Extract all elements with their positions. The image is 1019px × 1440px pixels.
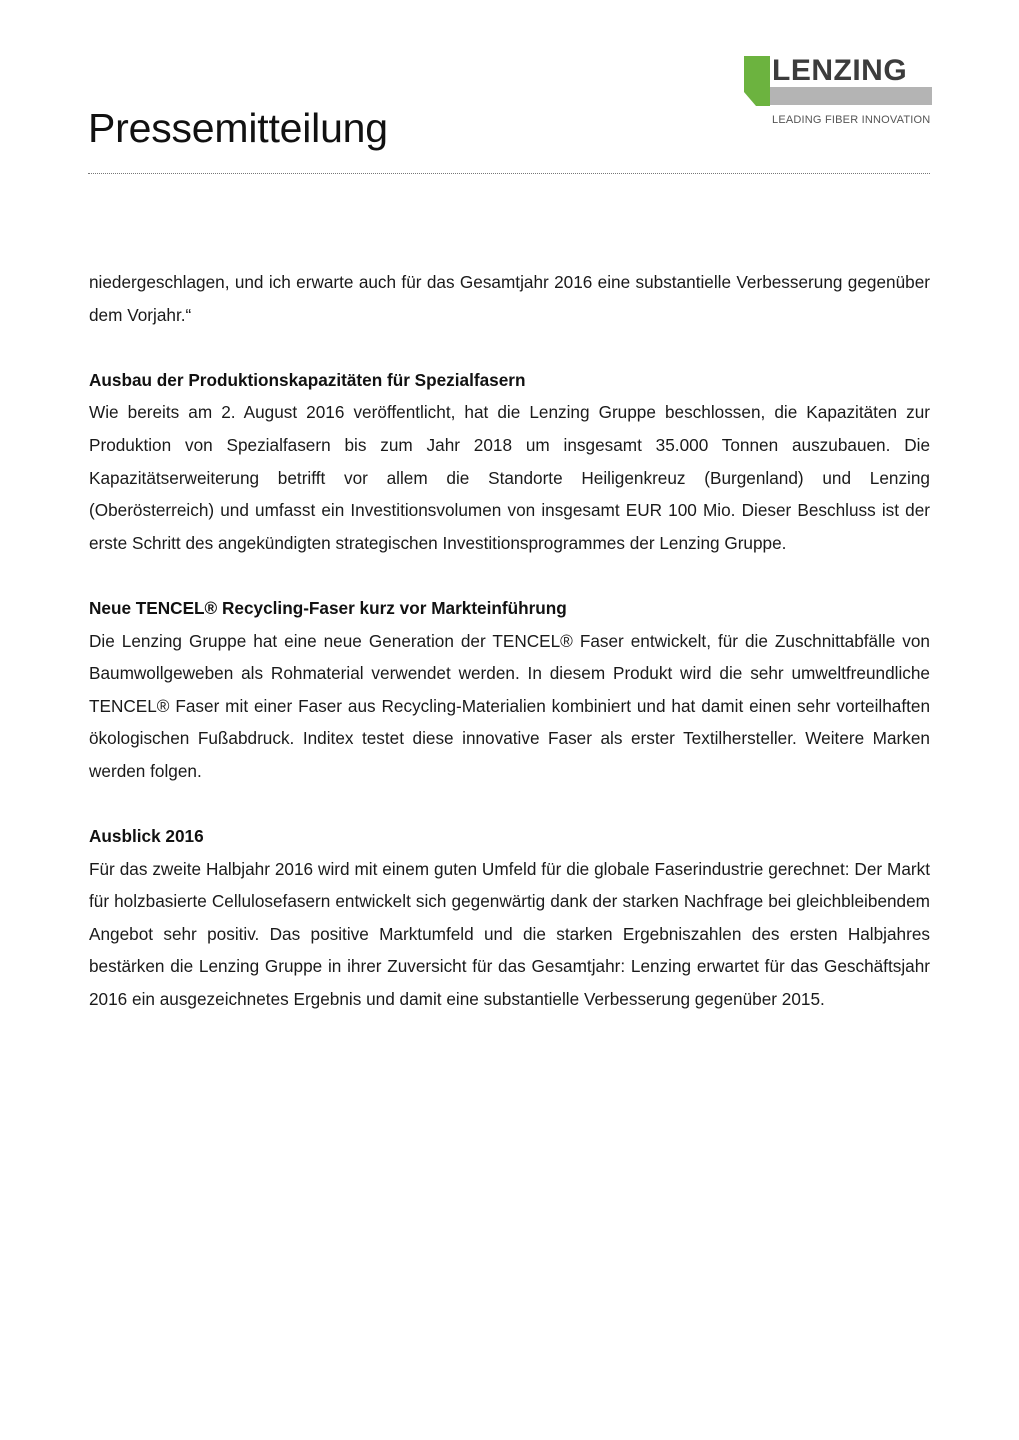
logo-mark-icon xyxy=(744,56,770,106)
section-heading-tencel: Neue TENCEL® Recycling-Faser kurz vor Markteinführung xyxy=(89,597,567,618)
spacer xyxy=(89,788,930,821)
section-heading-outlook: Ausblick 2016 xyxy=(89,826,204,847)
logo-wordmark: LENZING xyxy=(772,54,908,87)
page-title: Pressemitteilung xyxy=(88,105,388,151)
logo-gray-bar xyxy=(770,87,932,105)
header-divider xyxy=(88,173,930,174)
lenzing-logo xyxy=(744,56,934,128)
section-text-capacity: Wie bereits am 2. August 2016 veröffentlicht, hat die Lenzing Gruppe beschlossen, die Kapazitäten zur Produktion von Spezialfasern bis zum Jahr 2018 um insgesamt 35.000 Tonnen auszubauen. Die Kapazitätserweiterung betrifft vor allem die Standorte Heiligenkreuz (Burgenland) und Lenzing (Oberösterreich) und umfasst ein Investitionsvolumen von insgesamt EUR 100 Mio. Dieser Beschluss ist der erste Schritt des angekündigten strategischen Investitionsprogrammes der Lenzing Gruppe. xyxy=(89,402,930,553)
logo-tagline: LEADING FIBER INNOVATION xyxy=(772,114,931,126)
section-text-tencel: Die Lenzing Gruppe hat eine neue Generation der TENCEL® Faser entwickelt, für die Zuschnittabfälle von Baumwollgeweben als Rohmaterial verwendet werden. In diesem Produkt wird die sehr umweltfreundliche TENCEL® Faser mit einer Faser aus Recycling-Materialien kombiniert und hat damit einen sehr vorteilhaften ökologischen Fußabdruck. Inditex testet diese innovative Faser als erster Textilhersteller. Weitere Marken werden folgen. xyxy=(89,630,930,781)
intro-paragraph: niedergeschlagen, und ich erwarte auch für das Gesamtjahr 2016 eine substantielle Verbesserung gegenüber dem Vorjahr.“ xyxy=(89,272,930,325)
section-text-outlook: Für das zweite Halbjahr 2016 wird mit einem guten Umfeld für die globale Faserindustrie gerechnet: Der Markt für holzbasierte Cellulosefasern entwickelt sich gegenwärtig dank der starken Nachfrage bei gleichbleibendem Angebot sehr positiv. Das positive Marktumfeld und die starken Ergebniszahlen des ersten Halbjahres bestärken die Lenzing Gruppe in ihrer Zuversicht für das Gesamtjahr: Lenzing erwartet für das Geschäftsjahr 2016 ein ausgezeichnetes Ergebnis und damit eine substantielle Verbesserung gegenüber 2015. xyxy=(89,858,930,1010)
press-release-body xyxy=(89,266,930,1016)
spacer xyxy=(89,331,930,364)
section-heading-capacity: Ausbau der Produktionskapazitäten für Spezialfasern xyxy=(89,369,526,390)
spacer xyxy=(89,559,930,592)
